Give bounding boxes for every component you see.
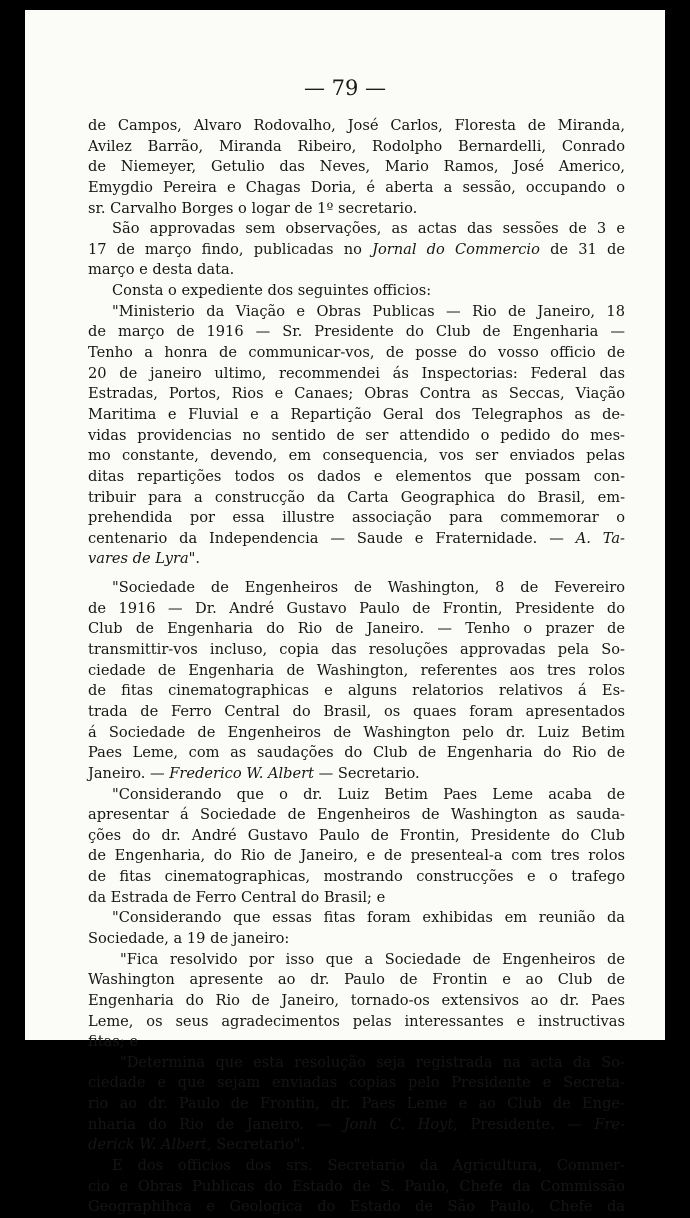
- text-line: de Engenharia, do Rio de Janeiro, e de presenteal-a com tres rolos: [88, 847, 625, 865]
- text-line: ciedade de Engenharia de Washington, referentes aos tres rolos: [88, 661, 625, 679]
- page-number: — 79 —: [303, 76, 387, 100]
- text-line: centenario da Independencia — Saude e Fraternidade. — A. Ta-: [88, 529, 625, 547]
- document-page: [25, 10, 665, 1216]
- text-line: "Fica resolvido por isso que a Sociedade de Engenheiros de: [120, 950, 625, 968]
- text-line: Emygdio Pereira e Chagas Doria, é aberta a sessão, occupando o: [88, 178, 625, 196]
- text-line: Leme, os seus agradecimentos pelas interessantes e instructivas: [88, 1012, 625, 1030]
- text-line: Paes Leme, com as saudações do Club de Engenharia do Rio de: [88, 744, 625, 762]
- text-line: Tenho a honra de communicar-vos, de posse do vosso officio de: [88, 344, 625, 362]
- text-line: 17 de março findo, publicadas no Jornal do Commercio de 31 de: [88, 240, 625, 258]
- text-line: nharia do Rio de Janeiro. — Jonh C. Hoyt, Presidente. — Fre-: [88, 1115, 625, 1133]
- text-line: de Niemeyer, Getulio das Neves, Mario Ramos, José Americo,: [88, 158, 625, 176]
- text-line: "Determina que esta resolução seja registrada na acta da So-: [120, 1053, 625, 1071]
- text-line: da Estrada de Ferro Central do Brasil; e: [88, 888, 386, 906]
- text-line: E dos officios dos srs. Secretario da Agricultura, Commer-: [112, 1157, 625, 1175]
- text-line: vidas providencias no sentido de ser attendido o pedido do mes-: [88, 426, 625, 444]
- text-line: transmittir-vos incluso, copia das resoluções approvadas pela So-: [88, 641, 625, 659]
- text-line: ciedade e que sejam enviadas copias pelo Presidente e Secreta-: [88, 1074, 625, 1092]
- text-line: trada de Ferro Central do Brasil, os quaes foram apresentados: [88, 702, 625, 720]
- text-line: de fitas cinematographicas, mostrando construcções e o trafego: [88, 868, 625, 886]
- text-line: apresentar á Sociedade de Engenheiros de Washington as sauda-: [88, 806, 625, 824]
- text-line: fitas; e: [88, 1033, 138, 1051]
- text-line: Club de Engenharia do Rio de Janeiro. — Tenho o prazer de: [88, 620, 625, 638]
- text-line: Washington apresente ao dr. Paulo de Frontin e ao Club de: [88, 971, 625, 989]
- text-line: 20 de janeiro ultimo, recommendei ás Inspectorias: Federal das: [88, 364, 625, 382]
- text-line: vares de Lyra".: [88, 550, 201, 568]
- text-line: ditas repartições todos os dados e elementos que possam con-: [88, 467, 625, 485]
- text-line: prehendida por essa illustre associação para commemorar o: [88, 509, 625, 527]
- text-line: derick W. Albert, Secretario".: [88, 1136, 306, 1154]
- text-line: Geographihca e Geologica do Estado de São Paulo, Chefe da: [88, 1198, 625, 1216]
- text-line: á Sociedade de Engenheiros de Washington pelo dr. Luiz Betim: [88, 723, 625, 741]
- text-line: de 1916 — Dr. André Gustavo Paulo de Frontin, Presidente do: [88, 599, 625, 617]
- text-line: Estradas, Portos, Rios e Canaes; Obras Contra as Seccas, Viação: [88, 385, 625, 403]
- text-line: "Ministerio da Viação e Obras Publicas — Rio de Janeiro, 18: [112, 302, 625, 320]
- text-line: São approvadas sem observações, as actas das sessões de 3 e: [112, 220, 625, 238]
- text-line: Janeiro. — Frederico W. Albert — Secretario.: [88, 764, 420, 782]
- text-line: Avilez Barrão, Miranda Ribeiro, Rodolpho Bernardelli, Conrado: [88, 137, 625, 155]
- text-line: sr. Carvalho Borges o logar de 1º secretario.: [88, 199, 418, 217]
- text-line: Engenharia do Rio de Janeiro, tornado-os extensivos ao dr. Paes: [88, 991, 625, 1009]
- text-line: ções do dr. André Gustavo Paulo de Frontin, Presidente do Club: [88, 826, 625, 844]
- body-text: [88, 116, 625, 1218]
- text-line: de Campos, Alvaro Rodovalho, José Carlos, Floresta de Miranda,: [88, 117, 625, 134]
- text-line: de março de 1916 — Sr. Presidente do Club de Engenharia —: [88, 323, 625, 341]
- text-line: de fitas cinematographicas e alguns relatorios relativos á Es-: [88, 682, 625, 700]
- text-line: "Sociedade de Engenheiros de Washington, 8 de Fevereiro: [112, 579, 625, 597]
- text-line: março e desta data.: [88, 261, 235, 279]
- text-line: cio e Obras Publicas do Estado de S. Paulo, Chefe da Commissão: [88, 1177, 625, 1195]
- text-line: Sociedade, a 19 de janeiro:: [88, 929, 290, 947]
- text-line: Maritima e Fluvial e a Repartição Geral dos Telegraphos as de-: [88, 405, 625, 423]
- text-line: rio ao dr. Paulo de Frontin, dr. Paes Leme e ao Club de Enge-: [88, 1095, 625, 1113]
- text-line: mo constante, devendo, em consequencia, vos ser enviados pelas: [88, 447, 625, 465]
- text-line: "Considerando que essas fitas foram exhibidas em reunião da: [112, 909, 625, 927]
- text-line: Consta o expediente dos seguintes officios:: [112, 282, 432, 300]
- text-line: tribuir para a construcção da Carta Geographica do Brasil, em-: [88, 488, 625, 506]
- text-line: "Considerando que o dr. Luiz Betim Paes Leme acaba de: [112, 785, 625, 803]
